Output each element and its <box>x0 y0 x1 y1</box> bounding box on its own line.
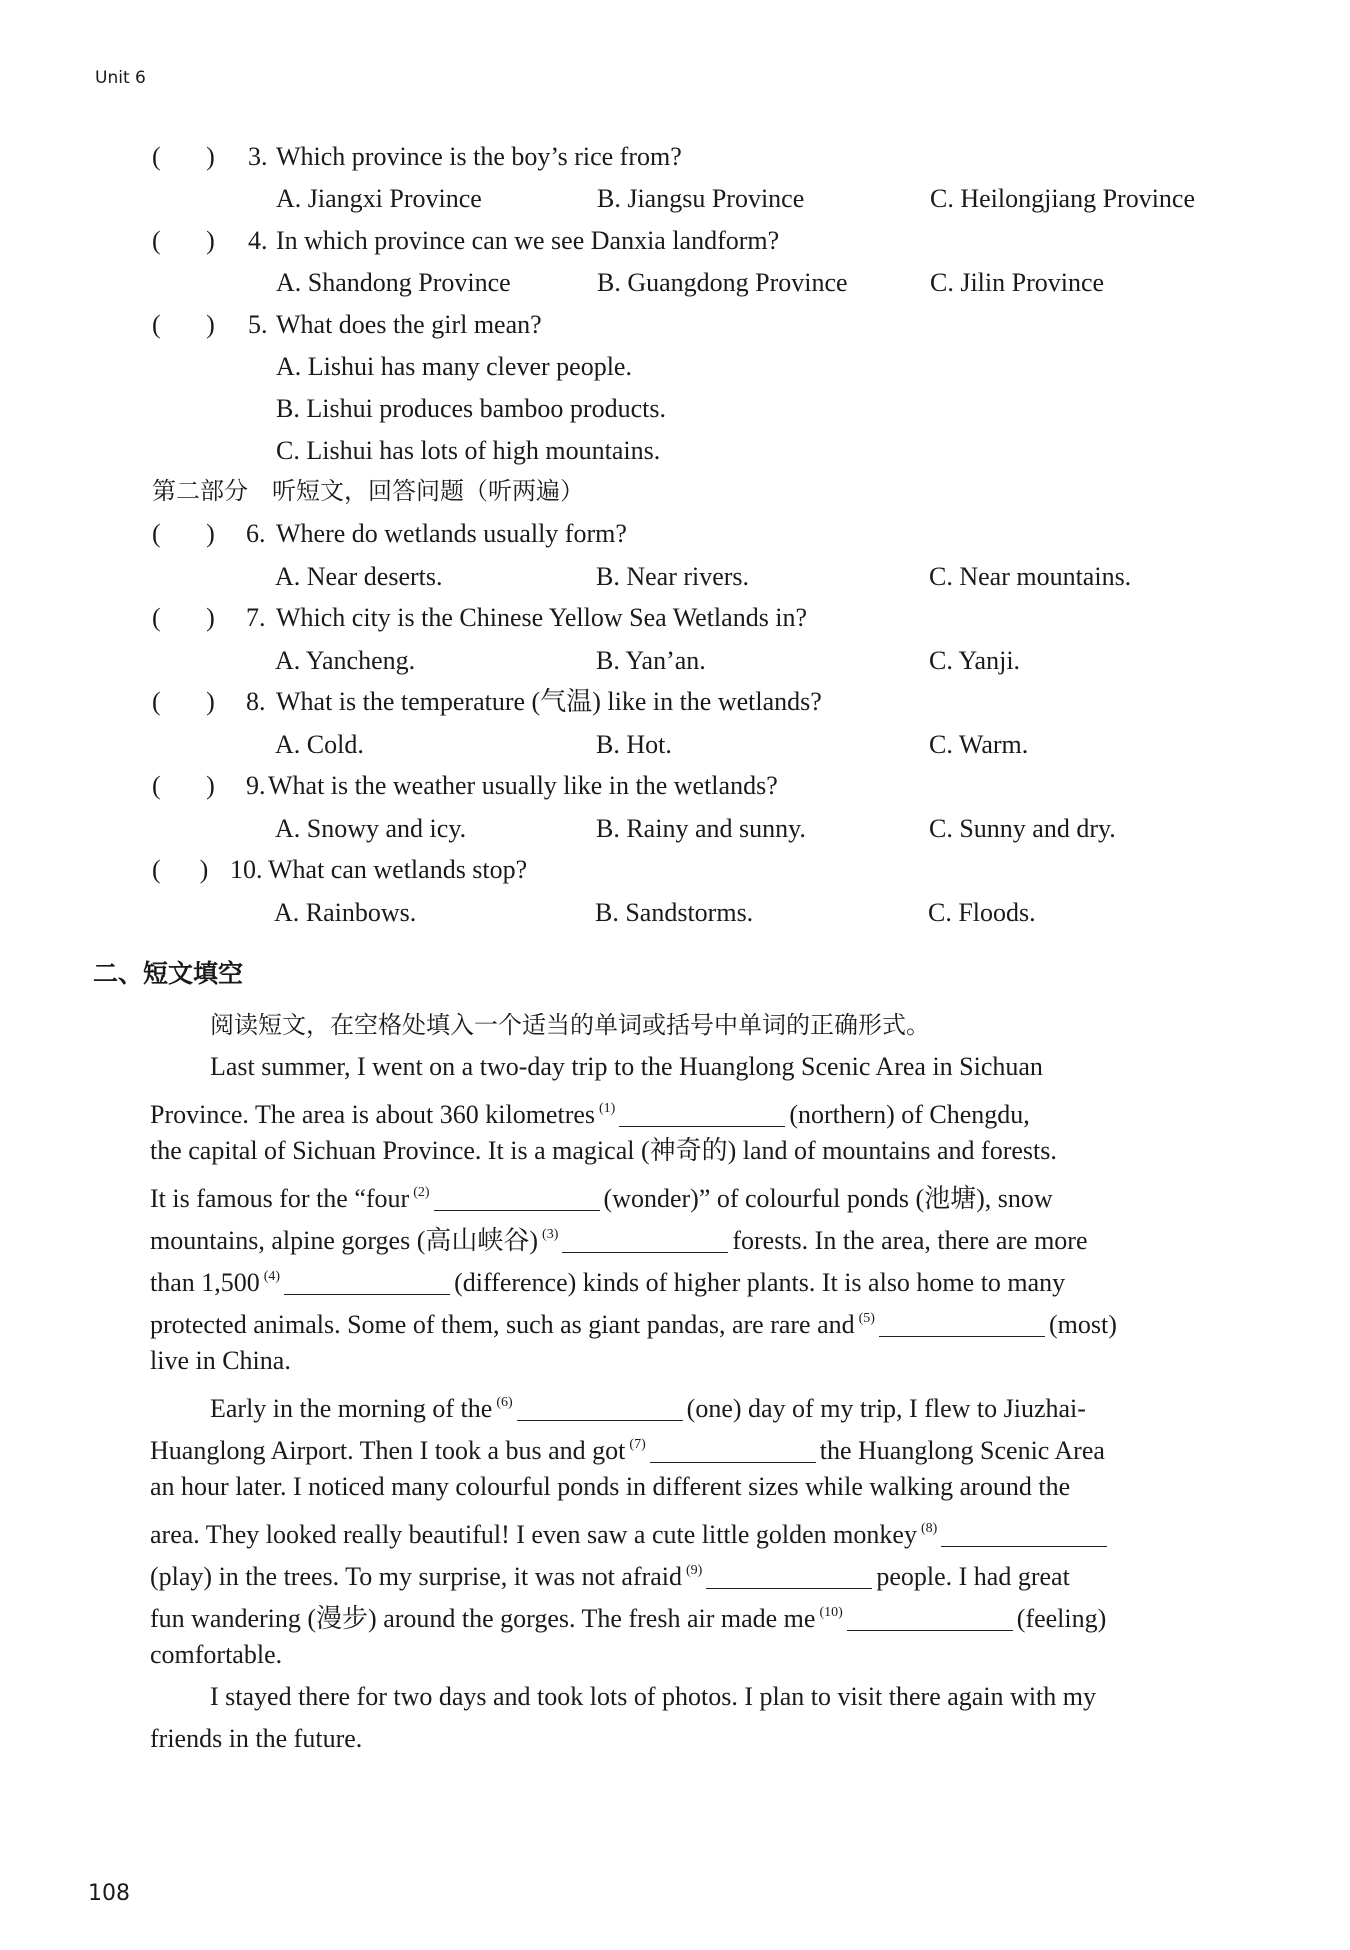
passage-line: fun wandering (漫步) around the gorges. The fresh air made me $^{(10)}$ (feeling) <box>150 1604 1107 1633</box>
blank-number: (1) <box>599 1101 616 1116</box>
blank-number: (9) <box>686 1563 703 1578</box>
instruction: 阅读短文，在空格处填入一个适当的单词或括号中单词的正确形式。 <box>210 1011 930 1039</box>
passage-line: comfortable. <box>150 1640 283 1669</box>
option-c: C. Lishui has lots of high mountains. <box>276 436 661 465</box>
passage-line: area. They looked really beautiful! I even saw a cute little golden monkey $^{(8)}$ <box>150 1512 1225 1552</box>
option-a: A. Cold. <box>275 730 364 759</box>
option-c: C. Yanji. <box>929 646 1021 675</box>
question-text: What can wetlands stop? <box>268 855 528 884</box>
question-text: What is the temperature (气温) like in the wetlands? <box>276 687 822 716</box>
question-number: 4. <box>248 226 268 255</box>
question-number: 5. <box>248 310 268 339</box>
passage-line: (play) in the trees. To my surprise, it was not afraid $^{(9)}$ people. I had great <box>150 1562 1070 1591</box>
option-a: A. Jiangxi Province <box>276 184 482 213</box>
blank-9[interactable] <box>706 1564 872 1589</box>
question-number: 8. <box>246 687 266 716</box>
blank-5[interactable] <box>879 1312 1045 1337</box>
passage-line: live in China. <box>150 1346 291 1375</box>
answer-bracket[interactable]: ( ) <box>152 310 215 339</box>
answer-bracket[interactable]: ( ) <box>152 771 215 800</box>
option-c: C. Sunny and dry. <box>929 814 1116 843</box>
option-a: A. Yancheng. <box>275 646 416 675</box>
blank-number: (10) <box>819 1605 843 1620</box>
passage-line: Last summer, I went on a two-day trip to the Huanglong Scenic Area in Sichuan <box>210 1052 1043 1081</box>
option-b: B. Hot. <box>596 730 672 759</box>
answer-bracket[interactable]: ( ) <box>152 519 215 548</box>
question-number: 9. <box>246 771 266 800</box>
option-a: A. Snowy and icy. <box>275 814 467 843</box>
option-b: B. Yan’an. <box>596 646 706 675</box>
blank-6[interactable] <box>517 1396 683 1421</box>
passage-line: an hour later. I noticed many colourful ponds in different sizes while walking around the <box>150 1472 1071 1501</box>
passage-line: mountains, alpine gorges (高山峡谷) $^{(3)}$ forests. In the area, there are more <box>150 1226 1088 1255</box>
question-text: In which province can we see Danxia landform? <box>276 226 780 255</box>
option-b: B. Sandstorms. <box>595 898 754 927</box>
blank-number: (3) <box>542 1227 559 1242</box>
option-b: B. Lishui produces bamboo products. <box>276 394 666 423</box>
blank-number: (2) <box>413 1185 430 1200</box>
question-number: 3. <box>248 142 268 171</box>
option-c: C. Floods. <box>928 898 1036 927</box>
option-b: B. Near rivers. <box>596 562 750 591</box>
question-text: What does the girl mean? <box>276 310 542 339</box>
passage-line: the capital of Sichuan Province. It is a magical (神奇的) land of mountains and forests. <box>150 1136 1057 1165</box>
passage-line: I stayed there for two days and took lots of photos. I plan to visit there again with my <box>210 1682 1096 1711</box>
blank-3[interactable] <box>562 1228 728 1253</box>
blank-1[interactable] <box>619 1102 785 1127</box>
blank-number: (5) <box>858 1311 875 1326</box>
passage-line: friends in the future. <box>150 1724 363 1753</box>
blank-4[interactable] <box>284 1270 450 1295</box>
question-number: 6. <box>246 519 266 548</box>
blank-2[interactable] <box>434 1186 600 1211</box>
answer-bracket[interactable]: ( ) <box>152 687 215 716</box>
passage-line: protected animals. Some of them, such as giant pandas, are rare and $^{(5)}$ (most) <box>150 1310 1117 1339</box>
unit-header: Unit 6 <box>95 68 146 88</box>
question-text: Which city is the Chinese Yellow Sea Wetlands in? <box>276 603 808 632</box>
option-a: A. Lishui has many clever people. <box>276 352 632 381</box>
answer-bracket[interactable]: ( ) <box>152 603 215 632</box>
passage-line: It is famous for the “four $^{(2)}$ (wonder)” of colourful ponds (池塘), snow <box>150 1184 1053 1213</box>
page-number: 108 <box>88 1881 130 1906</box>
option-c: C. Near mountains. <box>929 562 1132 591</box>
blank-8[interactable] <box>941 1522 1107 1547</box>
passage-line: Early in the morning of the $^{(6)}$ (one) day of my trip, I flew to Jiuzhai- <box>210 1394 1086 1423</box>
blank-number: (7) <box>629 1437 646 1452</box>
question-number: 7. <box>246 603 266 632</box>
question-text: Which province is the boy’s rice from? <box>276 142 682 171</box>
passage-line: Huanglong Airport. Then I took a bus and got $^{(7)}$ the Huanglong Scenic Area <box>150 1436 1105 1465</box>
answer-bracket[interactable]: ( ) <box>152 142 215 171</box>
option-c: C. Heilongjiang Province <box>930 184 1196 213</box>
option-a: A. Rainbows. <box>274 898 417 927</box>
passage-line: Province. The area is about 360 kilometres $^{(1)}$ (northern) of Chengdu, <box>150 1100 1030 1129</box>
passage-line: than 1,500 $^{(4)}$ (difference) kinds of higher plants. It is also home to many <box>150 1268 1066 1297</box>
blank-10[interactable] <box>847 1606 1013 1631</box>
blank-number: (6) <box>496 1395 513 1410</box>
answer-bracket[interactable]: ( ) <box>152 226 215 255</box>
option-a: A. Near deserts. <box>275 562 443 591</box>
option-b: B. Rainy and sunny. <box>596 814 806 843</box>
option-b: B. Guangdong Province <box>597 268 848 297</box>
blank-number: (8) <box>920 1521 938 1536</box>
blank-7[interactable] <box>650 1438 816 1463</box>
part2-title: 第二部分 听短文，回答问题（听两遍） <box>152 477 584 505</box>
question-number: 10. <box>230 855 263 884</box>
question-text: What is the weather usually like in the wetlands? <box>268 771 778 800</box>
option-a: A. Shandong Province <box>276 268 511 297</box>
answer-bracket[interactable]: ( ) <box>152 855 209 884</box>
blank-number: (4) <box>263 1269 281 1284</box>
section-heading: 二、短文填空 <box>93 959 244 988</box>
option-c: C. Jilin Province <box>930 268 1105 297</box>
option-b: B. Jiangsu Province <box>597 184 805 213</box>
question-text: Where do wetlands usually form? <box>276 519 627 548</box>
option-c: C. Warm. <box>929 730 1029 759</box>
